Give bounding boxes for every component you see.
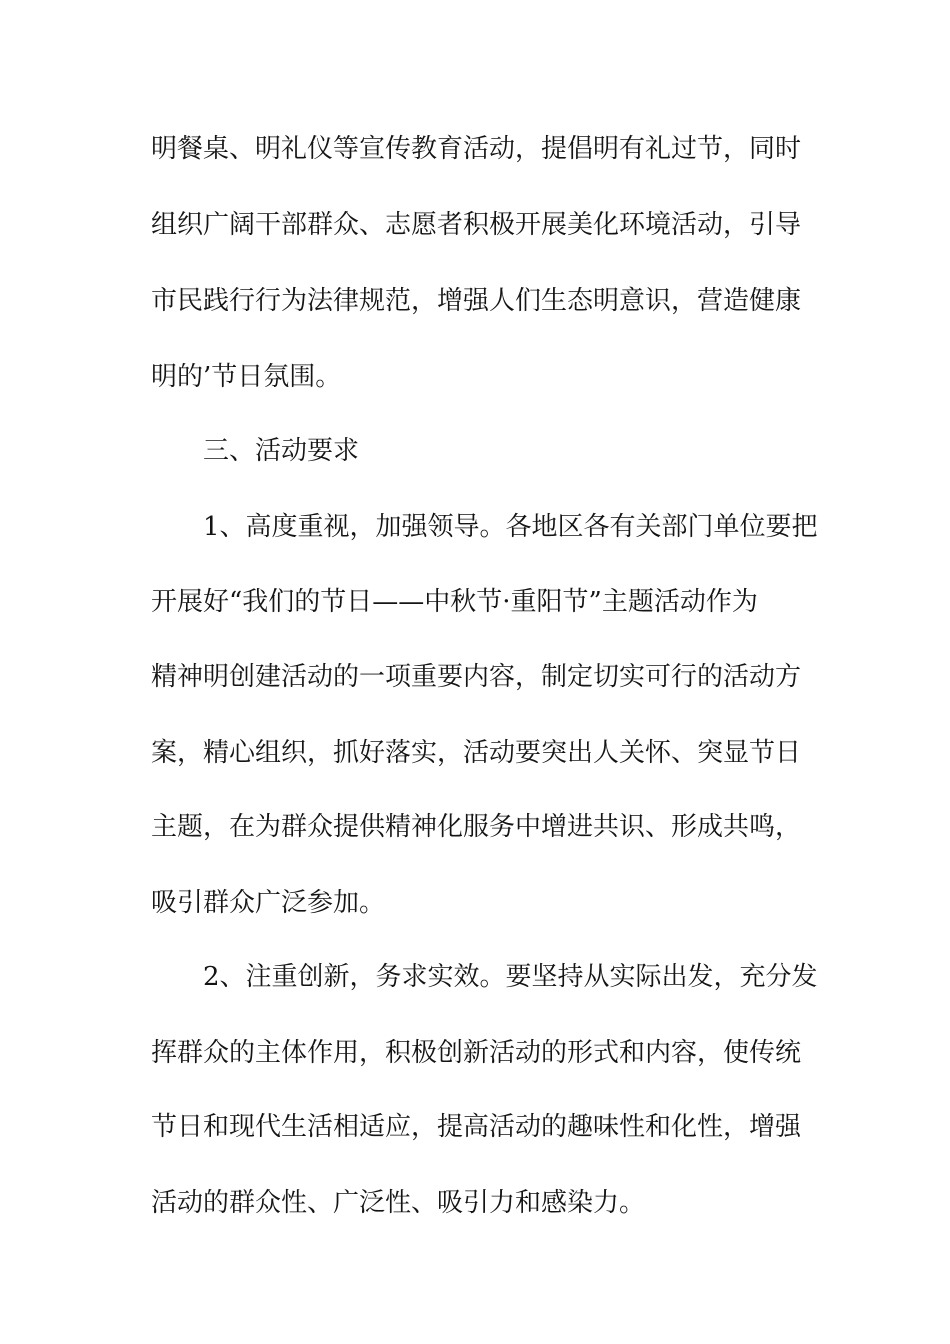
text-line: 挥群众的主体作用，积极创新活动的形式和内容，使传统 bbox=[151, 1038, 802, 1068]
section-heading: 三、活动要求 bbox=[203, 436, 360, 466]
text-line: 开展好“我们的节日——中秋节·重阳节”主题活动作为 bbox=[151, 587, 758, 617]
text-line: 主题，在为群众提供精神化服务中增进共识、形成共鸣， bbox=[151, 812, 802, 842]
text-line: 1、高度重视，加强领导。各地区各有关部门单位要把 bbox=[203, 512, 818, 542]
text-line: 2、注重创新，务求实效。要坚持从实际出发，充分发 bbox=[203, 962, 818, 992]
text-line: 活动的群众性、广泛性、吸引力和感染力。 bbox=[151, 1188, 646, 1218]
text-line: 明的’节日氛围。 bbox=[151, 362, 342, 392]
text-line: 案，精心组织，抓好落实，活动要突出人关怀、突显节日 bbox=[151, 738, 802, 768]
text-line: 精神明创建活动的一项重要内容，制定切实可行的活动方 bbox=[151, 662, 802, 692]
text-line: 吸引群众广泛参加。 bbox=[151, 888, 386, 918]
text-line: 明餐桌、明礼仪等宣传教育活动，提倡明有礼过节，同时 bbox=[151, 134, 802, 164]
text-line: 组织广阔干部群众、志愿者积极开展美化环境活动，引导 bbox=[151, 210, 802, 240]
text-line: 市民践行行为法律规范，增强人们生态明意识，营造健康 bbox=[151, 286, 802, 316]
text-line: 节日和现代生活相适应，提高活动的趣味性和化性，增强 bbox=[151, 1112, 802, 1142]
